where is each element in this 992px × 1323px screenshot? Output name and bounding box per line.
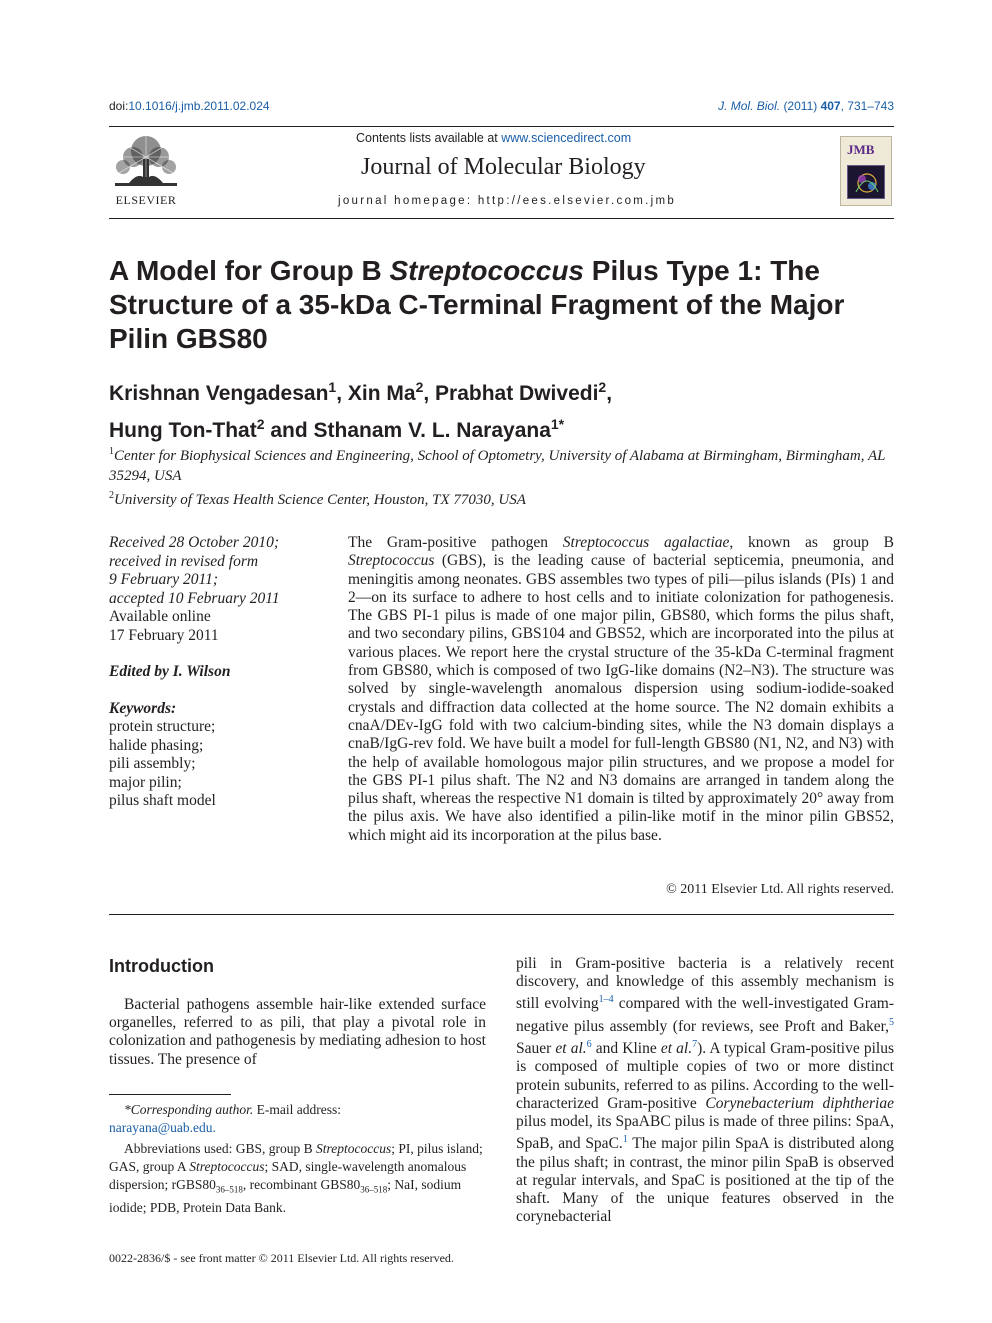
journal-cover [840,136,892,206]
cover-title: JMB [847,142,875,157]
section-heading: Introduction [109,956,214,976]
abbreviations-note: Abbreviations used: GBS, group B Streptococcus; PI, pilus island; GAS, group A Streptococcus; SAD, single-wavelength anomalous dispersion; $rGBS80_{36-518}$, recombinant $GBS80_{36-518}$; NaI, sodium iodide; PDB, Protein Data Bank. [109,1141,483,1215]
intro-column-1: Bacterial pathogens assemble hair-like extended surface organelles, referred to as pili, that play a pivotal role in colonization and pathogenesis by mediating adhesion to host tissues. The presence of [109,996,486,1068]
title-part-1: A Model for Group B [109,255,390,286]
keyword: pili assembly; [109,755,196,772]
intro-column-2: pili in Gram-positive bacteria is a relatively recent discovery, and knowledge of this assembly mechanism is still evolving$^{1-4}$ compared with the well-investigated Gram-negative pilus assembly (for reviews, see Proft and Baker,$^5$ Sauer et al.$^6$ and Kline et al.$^7$). A typical Gram-positive pilus is composed of multiple copies of two or more distinct protein subunits, referred to as pilins. According to the well-characterized Gram-positive Corynebacterium diphtheriae pilus model, its SpaABC pilus is made of three pilins: SpaA, SpaB, and SpaC.$^1$ The major pilin SpaA is distributed along the pilus shaft; in contrast, the minor pilin SpaB is observed at regular intervals, and SpaC is positioned at the tip of the shaft. Many of the unique features observed in the corynebacterial [516,955,895,1226]
cover-art-icon [847,165,885,199]
reference-link[interactable]: 1–4 [598,994,614,1006]
accepted-date: accepted 10 February 2011 [109,589,280,607]
revised-date: 9 February 2011; [109,571,219,588]
reference-link[interactable]: 5 [889,1016,894,1028]
journal-name: Journal of Molecular Biology [361,154,646,180]
keywords-heading: Keywords: [109,699,177,717]
article-history [109,534,329,811]
citation-journal: J. Mol. Biol. [718,99,781,113]
revised-label: received in revised form [109,552,259,570]
keyword: halide phasing; [109,736,204,754]
abstract-rule [109,914,894,915]
title-italic: Streptococcus [389,255,584,286]
online-label: Available online [109,608,211,625]
author[interactable]: Sthanam V. L. Narayana$^{1*}$ [313,416,565,442]
author[interactable]: Prabhat Dwivedi$^2$ [435,379,607,405]
contents-line [356,131,631,145]
reference-link[interactable]: 1 [622,1134,628,1146]
title-part-2: Pilus Type 1: The Structure of a 35-kDa C-Terminal Fragment of the Major Pilin GBS80 [109,255,845,354]
footnote-rule [109,1094,231,1095]
copyright-notice: © 2011 Elsevier Ltd. All rights reserved. [666,882,894,897]
keyword: pilus shaft model [109,792,216,809]
affiliations [109,442,899,510]
doi-link[interactable]: 10.1016/j.jmb.2011.02.024 [128,99,270,113]
footnotes [109,1101,486,1217]
affiliation: $^1$Center for Biophysical Sciences and Engineering, School of Optometry, University of Alabama at Birmingham, Birmingham, AL 35294, USA [109,446,886,484]
citation-year: (2011) [783,99,818,113]
reference-link[interactable]: 7 [692,1039,698,1051]
keyword: major pilin; [109,773,182,791]
author[interactable]: Krishnan Vengadesan$^1$ [109,379,337,405]
citation[interactable] [718,99,894,113]
article-title [109,254,879,356]
journal-homepage[interactable]: journal homepage: http://ees.elsevier.com.jmb [338,195,677,207]
front-matter-line: 0022-2836/$ - see front matter © 2011 Elsevier Ltd. All rights reserved. [109,1251,454,1265]
sciencedirect-link[interactable]: www.sciencedirect.com [501,131,632,145]
elsevier-tree-logo-icon [109,133,183,191]
author[interactable]: Xin Ma$^2$ [347,379,424,405]
doi-line [109,99,270,113]
citation-pages: , 731–743 [840,99,894,113]
received-date: Received 28 October 2010; [109,534,280,551]
doi-prefix: doi: [109,99,129,113]
header-bottom-rule [109,218,894,219]
header-top-rule [109,126,894,127]
email-link[interactable]: narayana@uab.edu. [109,1120,216,1135]
online-date: 17 February 2011 [109,626,219,644]
keyword: protein structure; [109,718,216,735]
reference-link[interactable]: 6 [586,1039,592,1051]
contents-text: Contents lists available at [356,131,502,145]
corresponding-author-note: *Corresponding author. E-mail address: narayana@uab.edu. [109,1102,341,1135]
publisher-name: ELSEVIER [115,193,177,207]
author[interactable]: Hung Ton-That$^2$ [109,416,265,442]
citation-volume: 407 [820,99,841,113]
abstract: The Gram-positive pathogen Streptococcus agalactiae, known as group B Streptococcus (GBS), is the leading cause of bacterial septicemia, pneumonia, and meningitis among neonates. GBS assembles two types of pili—pilus islands (PIs) 1 and 2—on its surface to adhere to host cells and to initiate colonization for pathogenesis. The GBS PI-1 pilus is made of one major pilin, GBS80, which forms the pilus shaft, and two secondary pilins, GBS104 and GBS52, which are incorporated into the pilus at various places. We report here the crystal structure of the 35-kDa C-terminal fragment from GBS80, which is composed of two IgG-like domains (N2–N3). The structure was solved by single-wavelength anomalous dispersion using sodium-iodide-soaked crystals and diffraction data collected at the home source. The N2 domain exhibits a cnaA/DEv-IgG fold with two calcium-binding sites, while the N3 domain displays a cnaB/IgG-rev fold. We have built a model for full-length GBS80 (N1, N2, and N3) with the help of available homologous major pilin structures, and we propose a model for the GBS PI-1 pilus shaft. The N2 and N3 domains are arranged in tandem along the pilus shaft, whereas the respective N1 domain is tilted by approximately 20° away from the pilus axis. We have also identified a pilin-like motif in the minor pilin GBS52, which might aid its incorporation at the pilus base. [348,534,894,844]
affiliation: $^2$University of Texas Health Science Center, Houston, TX 77030, USA [109,490,526,508]
edited-by: Edited by I. Wilson [109,663,231,680]
author-list: Krishnan Vengadesan$^1$, Xin Ma$^2$, Prabhat Dwivedi$^2$, Hung Ton-That$^2$ and Sthanam V. L. Narayana$^{1*}$ [109,379,613,442]
